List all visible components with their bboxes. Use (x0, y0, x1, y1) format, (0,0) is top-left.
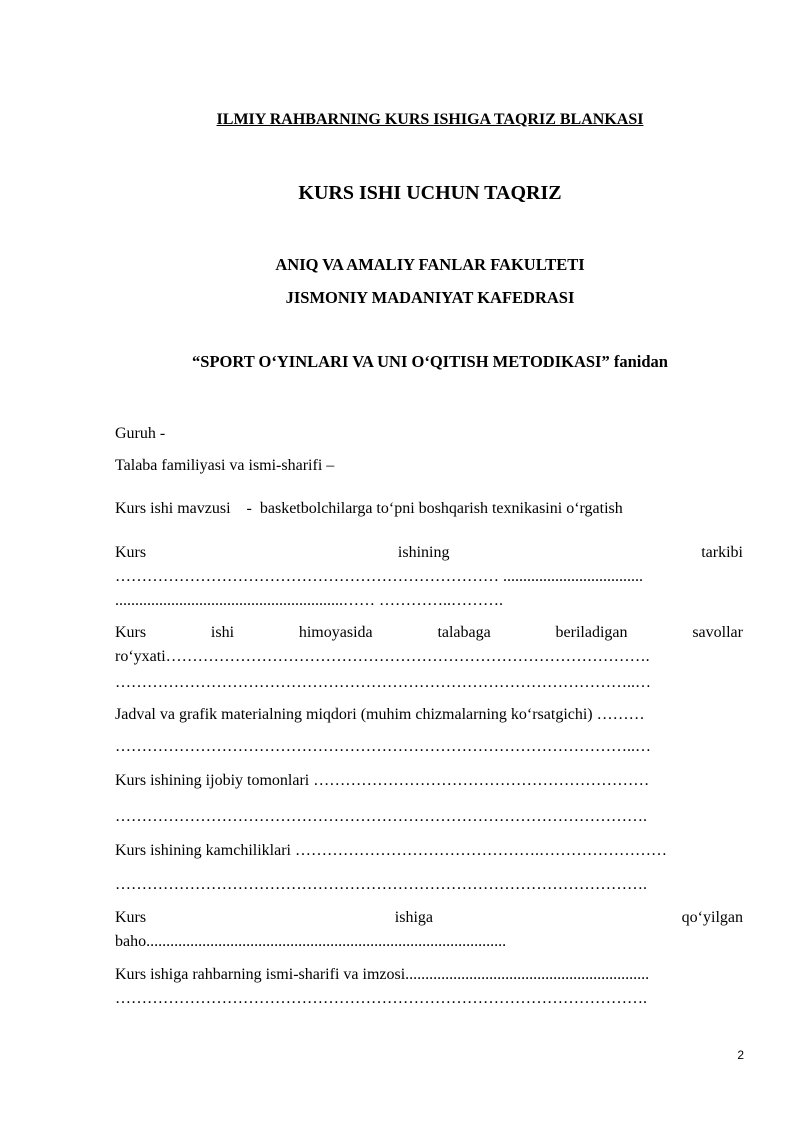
positive-sides-field: Kurs ishining ijobiy tomonlari ……………………………………………………… (115, 772, 650, 789)
questions-dots-line: ……………………………………………………………………………………..… (115, 674, 651, 691)
questions-heading (115, 622, 743, 643)
main-title: KURS ISHI UCHUN TAQRIZ (298, 182, 562, 204)
structure-word: tarkibi (701, 544, 743, 561)
student-name-field: Talaba familiyasi va ismi-sharifi – (115, 457, 335, 474)
questions-word: ishi (210, 624, 235, 641)
grade-word: ishiga (394, 909, 433, 926)
structure-dots-line: .........................................................…… …………..………. (115, 592, 503, 609)
topic-value: basketbolchilarga to‘pni boshqarish texnikasini o‘rgatish (259, 500, 623, 517)
tables-dots-line: ……………………………………………………………………………………..… (115, 738, 651, 755)
weaknesses-dots-line: ………………………………………………………………………………………. (115, 876, 647, 893)
group-field: Guruh - (115, 425, 166, 442)
topic-label: Kurs ishi mavzusi (115, 500, 231, 517)
supervisor-field: Kurs ishiga rahbarning ismi-sharifi va imzosi............................................................. (115, 966, 650, 983)
supervisor-dots-line: ………………………………………………………………………………………. (115, 990, 647, 1007)
positive-dots-line: ………………………………………………………………………………………. (115, 808, 647, 825)
page-number: 2 (737, 1048, 744, 1062)
faculty-title: ANIQ VA AMALIY FANLAR FAKULTETI (275, 255, 585, 274)
topic-dash: - (246, 500, 252, 517)
grade-word: qo‘yilgan (681, 909, 743, 926)
questions-line: ro‘yxati………………………………………………………………………………. (115, 648, 650, 665)
structure-word: ishining (397, 544, 450, 561)
grade-heading (115, 907, 743, 928)
structure-word: Kurs (115, 544, 147, 561)
grade-line: baho.......................................................................................... (115, 933, 507, 950)
questions-word: savollar (692, 624, 743, 641)
structure-heading (115, 542, 743, 563)
department-title: JISMONIY MADANIYAT KAFEDRASI (285, 288, 575, 307)
questions-word: beriladigan (555, 624, 628, 641)
topic-field (115, 498, 743, 519)
questions-word: talabaga (437, 624, 491, 641)
structure-dots-line: ……………………………………………………………… ................................... (115, 568, 643, 585)
tables-field: Jadval va grafik materialning miqdori (muhim chizmalarning ko‘rsatgichi) ……… (115, 706, 645, 723)
weaknesses-field: Kurs ishining kamchiliklari ……………………………………….…………………… (115, 842, 667, 859)
questions-word: himoyasida (298, 624, 373, 641)
grade-word: Kurs (115, 909, 147, 926)
form-title: ILMIY RAHBARNING KURS ISHIGA TAQRIZ BLANKASI (216, 111, 644, 128)
questions-word: Kurs (115, 624, 147, 641)
subject-title: “SPORT O‘YINLARI VA UNI O‘QITISH METODIKASI” fanidan (192, 352, 668, 371)
